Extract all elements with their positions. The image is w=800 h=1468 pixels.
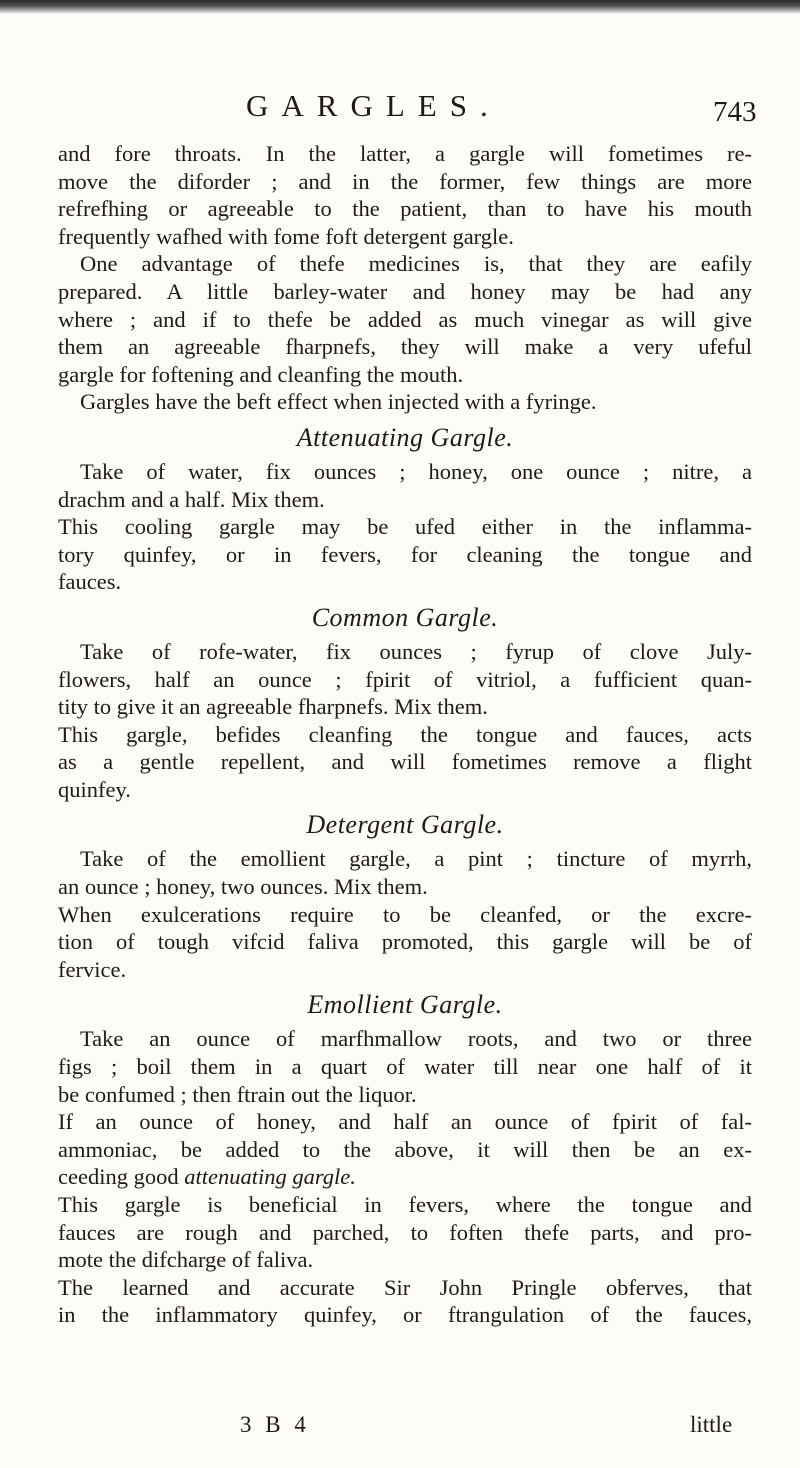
page-number: 743 [713, 96, 757, 128]
text-line: refrefhing or agreeable to the patient, than to have his mouth [58, 196, 752, 222]
recipe-emollient-text [58, 1025, 752, 1329]
text-line: move the diforder ; and in the former, few things are more [58, 168, 752, 194]
text-line: Gargles have the beft effect when injected with a fyringe. [80, 389, 597, 415]
text-line: be confumed ; then ftrain out the liquor. [58, 1081, 417, 1107]
recipe-common-text [58, 638, 752, 804]
advantage-paragraph [58, 250, 752, 388]
text-line: This gargle, befides cleanfing the tongue and fauces, acts [58, 721, 752, 747]
text-line: Take an ounce of marfhmallow roots, and two or three [80, 1026, 752, 1052]
text-line [58, 1163, 752, 1191]
catchword: little [690, 1412, 733, 1437]
intro-paragraph [58, 140, 752, 250]
recipe-title-common: Common Gargle. [311, 602, 499, 632]
running-head [0, 88, 800, 128]
text-line: flowers, half an ounce ; fpirit of vitriol, a fufficient quan- [58, 666, 752, 692]
text-fragment: ceeding good [58, 1164, 185, 1190]
text-line: figs ; boil them in a quart of water till near one half of it [58, 1054, 752, 1080]
recipe-attenuating-text [58, 458, 752, 596]
text-line: This gargle is beneficial in fevers, where the tongue and [58, 1192, 752, 1217]
recipe-title-attenuating: Attenuating Gargle. [296, 422, 514, 452]
recipe-title-detergent: Detergent Gargle. [306, 810, 504, 840]
text-line: them an agreeable fharpnefs, they will make a very ufeful [58, 334, 752, 360]
signature-mark: 3 B 4 [240, 1412, 310, 1437]
syringe-paragraph [58, 388, 752, 416]
body-text [58, 140, 752, 1329]
text-line: Take of water, fix ounces ; honey, one ounce ; nitre, a [80, 458, 752, 484]
text-line: gargle for foftening and cleanfing the mouth. [58, 361, 464, 387]
text-line: an ounce ; honey, two ounces. Mix them. [58, 874, 428, 900]
text-line: fauces. [58, 569, 122, 595]
text-line: in the inflammatory quinfey, or ftrangulation of the fauces, [58, 1302, 752, 1328]
text-line: The learned and accurate Sir John Pringle obferves, that [58, 1274, 752, 1300]
text-line: fervice. [58, 956, 127, 982]
text-line: where ; and if to thefe be added as much vinegar as will give [58, 306, 752, 332]
text-line: Take of rofe-water, fix ounces ; fyrup of clove July- [80, 638, 752, 664]
text-line: frequently wafhed with fome foft detergent gargle. [58, 223, 514, 249]
text-line: tory quinfey, or in fevers, for cleaning the tongue and [58, 541, 752, 567]
text-line: tion of tough vifcid faliva promoted, this gargle will be of [58, 929, 752, 955]
text-line: One advantage of thefe medicines is, that they are eafily [80, 251, 752, 277]
text-line: as a gentle repellent, and will fometimes remove a flight [58, 749, 752, 775]
page-footer [0, 1412, 800, 1442]
text-line: drachm and a half. Mix them. [58, 486, 325, 512]
text-line: This cooling gargle may be ufed either in the inflamma- [58, 514, 752, 540]
text-line: When exulcerations require to be cleanfed, or the excre- [58, 901, 752, 927]
recipe-detergent-text [58, 845, 752, 983]
text-line: fauces are rough and parched, to foften thefe parts, and pro- [58, 1219, 752, 1245]
text-line: tity to give it an agreeable fharpnefs. Mix them. [58, 694, 488, 720]
text-line: quinfey. [58, 776, 131, 802]
text-line: ammoniac, be added to the above, it will then be an ex- [58, 1136, 752, 1162]
text-line: prepared. A little barley-water and honey may be had any [58, 278, 752, 304]
text-line: Take of the emollient gargle, a pint ; tincture of myrrh, [80, 846, 752, 872]
recipe-title-emollient: Emollient Gargle. [307, 990, 503, 1020]
text-line: mote the difcharge of faliva. [58, 1247, 314, 1273]
italic-term: attenuating gargle. [184, 1164, 356, 1190]
running-title: GARGLES. [246, 88, 501, 123]
text-line: If an ounce of honey, and half an ounce of fpirit of fal- [58, 1109, 752, 1135]
text-line: and fore throats. In the latter, a gargle will fometimes re- [58, 141, 752, 166]
